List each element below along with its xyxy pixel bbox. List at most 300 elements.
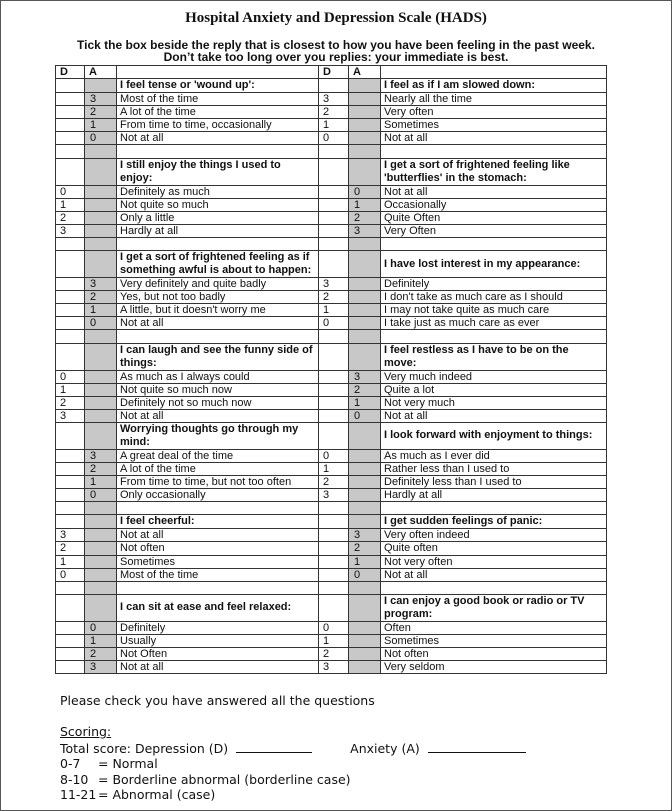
- option-row: [56, 529, 607, 542]
- option-row: [56, 621, 607, 634]
- empty-cell: [349, 330, 381, 343]
- answer-option: Definitely less than I used to: [381, 476, 607, 489]
- anxiety-score-box[interactable]: 1: [349, 198, 381, 211]
- answer-option: Usually: [117, 634, 319, 647]
- empty-cell: [349, 581, 381, 594]
- option-row: [56, 449, 607, 462]
- answer-option: Definitely: [117, 621, 319, 634]
- anxiety-score-box[interactable]: [349, 106, 381, 119]
- answer-option: Not quite so much now: [117, 383, 319, 396]
- empty-cell: [56, 237, 85, 250]
- depression-score-box: [319, 515, 349, 529]
- option-row: [56, 198, 607, 211]
- score-range-label: = Abnormal (case): [98, 787, 216, 802]
- empty-cell: [381, 330, 607, 343]
- answer-option: Rather less than I used to: [381, 462, 607, 475]
- anxiety-score-box[interactable]: 2: [349, 542, 381, 555]
- depression-score-box: [56, 594, 85, 621]
- depression-score-box[interactable]: 3: [319, 661, 349, 674]
- answer-option: Very seldom: [381, 661, 607, 674]
- empty-cell: [319, 502, 349, 515]
- depression-score-box[interactable]: [319, 409, 349, 422]
- depression-score-box[interactable]: [56, 621, 85, 634]
- empty-cell: [85, 581, 117, 594]
- depression-score-box[interactable]: [319, 370, 349, 383]
- depression-score-box: [56, 422, 85, 449]
- table-header-row: [56, 66, 607, 79]
- answer-option: Quite Often: [381, 211, 607, 224]
- answer-option: As much as I ever did: [381, 449, 607, 462]
- answer-option: Not very much: [381, 396, 607, 409]
- anxiety-score-box[interactable]: 1: [349, 396, 381, 409]
- anxiety-score-box[interactable]: 3: [349, 224, 381, 237]
- depression-score-box[interactable]: 0: [319, 317, 349, 330]
- answer-option: From time to time, occasionally: [117, 119, 319, 132]
- hads-table-body: [56, 66, 607, 674]
- answer-option: Not quite so much: [117, 198, 319, 211]
- option-row: [56, 185, 607, 198]
- depression-score-box[interactable]: [56, 304, 85, 317]
- anxiety-score-box[interactable]: [349, 621, 381, 634]
- depression-column-header: D: [319, 66, 349, 79]
- question-text: I can laugh and see the funny side of things:: [117, 343, 319, 370]
- option-row: [56, 93, 607, 106]
- anxiety-score-box[interactable]: 3: [85, 661, 117, 674]
- depression-score-box[interactable]: 2: [319, 106, 349, 119]
- anxiety-score-box[interactable]: [85, 383, 117, 396]
- option-row: [56, 409, 607, 422]
- depression-score-box[interactable]: 3: [56, 224, 85, 237]
- depression-score-box[interactable]: [319, 529, 349, 542]
- anxiety-score-box[interactable]: [349, 449, 381, 462]
- empty-cell: [319, 145, 349, 158]
- anxiety-score-box[interactable]: [349, 634, 381, 647]
- depression-score-box[interactable]: [319, 224, 349, 237]
- depression-score-box[interactable]: [319, 568, 349, 581]
- page-title: Hospital Anxiety and Depression Scale (HADS): [185, 10, 487, 26]
- spacer-row: [56, 145, 607, 158]
- depression-score-box[interactable]: 2: [319, 648, 349, 661]
- depression-score-box: [56, 158, 85, 185]
- option-row: [56, 648, 607, 661]
- answer-option: Not at all: [117, 409, 319, 422]
- option-row: [56, 304, 607, 317]
- answer-option: Very much indeed: [381, 370, 607, 383]
- answer-option: Sometimes: [117, 555, 319, 568]
- depression-score-box: [319, 343, 349, 370]
- answer-option: Most of the time: [117, 568, 319, 581]
- answer-option: Quite a lot: [381, 383, 607, 396]
- answer-option: Not often: [117, 542, 319, 555]
- depression-total-field[interactable]: [236, 740, 312, 753]
- option-row: [56, 224, 607, 237]
- answer-option: Sometimes: [381, 119, 607, 132]
- instruction-line-1: Tick the box beside the reply that is closest to how you have been feeling in the past week.: [77, 38, 595, 52]
- instruction-line-2: Don’t take too long over you replies: your immediate is best.: [163, 50, 509, 64]
- depression-score-box[interactable]: [319, 198, 349, 211]
- empty-cell: [85, 145, 117, 158]
- answer-option: Not at all: [381, 568, 607, 581]
- anxiety-score-box: [85, 343, 117, 370]
- empty-cell: [349, 145, 381, 158]
- answer-option: Not at all: [381, 132, 607, 145]
- depression-score-box[interactable]: 0: [319, 449, 349, 462]
- answer-option: A little, but it doesn't worry me: [117, 304, 319, 317]
- spacer-row: [56, 237, 607, 250]
- depression-score-box[interactable]: 2: [56, 211, 85, 224]
- answer-option: Only a little: [117, 211, 319, 224]
- depression-score-box: [319, 79, 349, 93]
- answer-option: Very often indeed: [381, 529, 607, 542]
- answer-option: Quite often: [381, 542, 607, 555]
- option-row: [56, 211, 607, 224]
- depression-score-box[interactable]: 3: [56, 409, 85, 422]
- score-ranges: [60, 756, 526, 803]
- anxiety-score-box[interactable]: 0: [349, 409, 381, 422]
- answer-option: Very Often: [381, 224, 607, 237]
- question-row: [56, 158, 607, 185]
- answer-option: Not at all: [117, 661, 319, 674]
- answer-option: Definitely as much: [117, 185, 319, 198]
- anxiety-score-box[interactable]: [85, 529, 117, 542]
- answer-option: Only occasionally: [117, 489, 319, 502]
- anxiety-score-box[interactable]: 1: [85, 119, 117, 132]
- anxiety-score-box: [349, 79, 381, 93]
- depression-score-box[interactable]: 1: [56, 555, 85, 568]
- anxiety-score-box[interactable]: [85, 198, 117, 211]
- question-row: [56, 343, 607, 370]
- anxiety-score-box: [349, 422, 381, 449]
- depression-score-box[interactable]: [56, 648, 85, 661]
- anxiety-score-box[interactable]: [85, 555, 117, 568]
- anxiety-score-box[interactable]: [85, 568, 117, 581]
- empty-cell: [85, 502, 117, 515]
- anxiety-score-box[interactable]: 2: [349, 211, 381, 224]
- question-row: [56, 594, 607, 621]
- depression-score-box[interactable]: 0: [56, 185, 85, 198]
- answer-option: Hardly at all: [117, 224, 319, 237]
- answer-option: Not at all: [117, 529, 319, 542]
- empty-cell: [381, 145, 607, 158]
- answer-option: Often: [381, 621, 607, 634]
- depression-score-box[interactable]: [56, 93, 85, 106]
- anxiety-score-box: [349, 594, 381, 621]
- question-text: I feel restless as I have to be on the move:: [381, 343, 607, 370]
- anxiety-score-box[interactable]: [85, 224, 117, 237]
- answer-option: Not at all: [117, 132, 319, 145]
- depression-score-box[interactable]: [319, 542, 349, 555]
- anxiety-column-header: A: [85, 66, 117, 79]
- depression-score-box: [319, 251, 349, 278]
- anxiety-column-header: A: [349, 66, 381, 79]
- score-range-label: = Borderline abnormal (borderline case): [98, 771, 351, 787]
- depression-score-box[interactable]: 0: [56, 370, 85, 383]
- depression-score-box[interactable]: 0: [56, 568, 85, 581]
- anxiety-score-box[interactable]: 0: [85, 489, 117, 502]
- depression-score-box[interactable]: [56, 634, 85, 647]
- depression-score-box[interactable]: [319, 396, 349, 409]
- depression-score-box[interactable]: 3: [319, 278, 349, 291]
- anxiety-score-box[interactable]: [349, 291, 381, 304]
- question-text: I get a sort of frightened feeling as if something awful is about to happen:: [117, 251, 319, 278]
- answer-option: A lot of the time: [117, 462, 319, 475]
- anxiety-score-box: [85, 422, 117, 449]
- question-text: I get sudden feelings of panic:: [381, 515, 607, 529]
- depression-score-box[interactable]: [56, 462, 85, 475]
- scoring-section: [60, 724, 526, 803]
- depression-score-box: [319, 422, 349, 449]
- question-row: [56, 515, 607, 529]
- anxiety-score-box[interactable]: [349, 462, 381, 475]
- answer-option: I take just as much care as ever: [381, 317, 607, 330]
- depression-score-box[interactable]: [56, 106, 85, 119]
- answer-option: Occasionally: [381, 198, 607, 211]
- anxiety-score-box[interactable]: [349, 132, 381, 145]
- option-row: [56, 317, 607, 330]
- anxiety-score-box: [349, 158, 381, 185]
- option-row: [56, 476, 607, 489]
- question-text: I still enjoy the things I used to enjoy:: [117, 158, 319, 185]
- question-text: I feel tense or 'wound up':: [117, 79, 319, 93]
- score-range: 0-7: [60, 756, 81, 771]
- empty-cell: [349, 237, 381, 250]
- depression-score-box: [56, 515, 85, 529]
- answer-option: Very definitely and quite badly: [117, 278, 319, 291]
- depression-score-box[interactable]: 0: [319, 621, 349, 634]
- question-column-header: [381, 66, 607, 79]
- empty-cell: [381, 581, 607, 594]
- answer-option: Very often: [381, 106, 607, 119]
- score-range: 8-10: [60, 771, 89, 787]
- anxiety-score-box: [85, 515, 117, 529]
- empty-cell: [381, 237, 607, 250]
- anxiety-score-box[interactable]: 0: [85, 317, 117, 330]
- depression-score-box[interactable]: 3: [56, 529, 85, 542]
- answer-option: Not Often: [117, 648, 319, 661]
- anxiety-score-box[interactable]: [349, 317, 381, 330]
- answer-option: Hardly at all: [381, 489, 607, 502]
- anxiety-score-box[interactable]: [349, 489, 381, 502]
- total-score-line: [60, 740, 526, 757]
- depression-total-label: Total score: Depression (D): [60, 740, 229, 756]
- depression-score-box[interactable]: [56, 476, 85, 489]
- empty-cell: [319, 237, 349, 250]
- anxiety-score-box[interactable]: 0: [349, 185, 381, 198]
- anxiety-score-box[interactable]: [349, 278, 381, 291]
- option-row: [56, 132, 607, 145]
- spacer-row: [56, 330, 607, 343]
- empty-cell: [319, 581, 349, 594]
- empty-cell: [117, 581, 319, 594]
- anxiety-score-box: [85, 79, 117, 93]
- anxiety-score-box[interactable]: [349, 304, 381, 317]
- anxiety-score-box[interactable]: 0: [85, 621, 117, 634]
- anxiety-score-box[interactable]: 2: [85, 462, 117, 475]
- scoring-heading: Scoring:: [60, 724, 112, 739]
- question-text: I have lost interest in my appearance:: [381, 251, 607, 278]
- empty-cell: [85, 237, 117, 250]
- anxiety-score-box[interactable]: [349, 119, 381, 132]
- empty-cell: [56, 145, 85, 158]
- anxiety-score-box[interactable]: 3: [349, 370, 381, 383]
- question-text: I feel cheerful:: [117, 515, 319, 529]
- anxiety-score-box[interactable]: [85, 211, 117, 224]
- empty-cell: [117, 502, 319, 515]
- anxiety-total-label: Anxiety (A): [350, 740, 420, 756]
- depression-score-box[interactable]: 1: [319, 304, 349, 317]
- anxiety-score-box[interactable]: 2: [85, 106, 117, 119]
- answer-option: Not often: [381, 648, 607, 661]
- anxiety-score-box[interactable]: [85, 396, 117, 409]
- depression-score-box: [56, 343, 85, 370]
- option-row: [56, 489, 607, 502]
- anxiety-score-box[interactable]: [349, 648, 381, 661]
- depression-score-box[interactable]: 3: [319, 489, 349, 502]
- question-row: [56, 79, 607, 93]
- depression-score-box[interactable]: 2: [319, 291, 349, 304]
- depression-score-box[interactable]: 0: [319, 132, 349, 145]
- anxiety-score-box[interactable]: [85, 409, 117, 422]
- anxiety-score-box[interactable]: [349, 476, 381, 489]
- anxiety-score-box[interactable]: [349, 93, 381, 106]
- depression-score-box: [56, 251, 85, 278]
- depression-score-box[interactable]: [319, 185, 349, 198]
- depression-score-box[interactable]: [56, 291, 85, 304]
- depression-score-box: [319, 594, 349, 621]
- anxiety-score-box[interactable]: 3: [85, 93, 117, 106]
- answer-option: Definitely not so much now: [117, 396, 319, 409]
- question-column-header: [117, 66, 319, 79]
- anxiety-score-box: [85, 594, 117, 621]
- anxiety-score-box[interactable]: 1: [85, 634, 117, 647]
- option-row: [56, 291, 607, 304]
- anxiety-score-box[interactable]: [349, 661, 381, 674]
- depression-score-box[interactable]: [56, 278, 85, 291]
- anxiety-score-box[interactable]: 3: [349, 529, 381, 542]
- score-range-row: [60, 772, 526, 788]
- score-range: 11-21: [60, 787, 97, 802]
- depression-score-box: [319, 158, 349, 185]
- empty-cell: [349, 502, 381, 515]
- score-range-row: [60, 756, 526, 772]
- anxiety-score-box[interactable]: 3: [85, 449, 117, 462]
- question-text: Worrying thoughts go through my mind:: [117, 422, 319, 449]
- anxiety-score-box[interactable]: 1: [85, 304, 117, 317]
- empty-cell: [56, 581, 85, 594]
- anxiety-score-box[interactable]: 2: [85, 648, 117, 661]
- anxiety-score-box: [85, 251, 117, 278]
- depression-score-box[interactable]: 2: [56, 542, 85, 555]
- empty-cell: [319, 330, 349, 343]
- depression-score-box[interactable]: [319, 211, 349, 224]
- question-text: I look forward with enjoyment to things:: [381, 422, 607, 449]
- answer-option: From time to time, but not too often: [117, 476, 319, 489]
- question-text: I can enjoy a good book or radio or TV program:: [381, 594, 607, 621]
- option-row: [56, 370, 607, 383]
- depression-score-box[interactable]: 2: [56, 396, 85, 409]
- depression-score-box[interactable]: 1: [56, 383, 85, 396]
- depression-score-box[interactable]: 1: [319, 462, 349, 475]
- empty-cell: [85, 330, 117, 343]
- option-row: [56, 106, 607, 119]
- anxiety-score-box: [85, 158, 117, 185]
- hads-table: [55, 65, 607, 674]
- empty-cell: [117, 145, 319, 158]
- depression-score-box[interactable]: [56, 119, 85, 132]
- anxiety-score-box[interactable]: [85, 370, 117, 383]
- depression-score-box[interactable]: 1: [56, 198, 85, 211]
- answer-option: A lot of the time: [117, 106, 319, 119]
- answer-option: Not very often: [381, 555, 607, 568]
- depression-score-box[interactable]: 3: [319, 93, 349, 106]
- answer-option: I may not take quite as much care: [381, 304, 607, 317]
- anxiety-score-box: [349, 343, 381, 370]
- option-row: [56, 462, 607, 475]
- anxiety-score-box[interactable]: [85, 542, 117, 555]
- option-row: [56, 542, 607, 555]
- depression-score-box[interactable]: [56, 449, 85, 462]
- question-text: I feel as if I am slowed down:: [381, 79, 607, 93]
- depression-score-box[interactable]: 2: [319, 476, 349, 489]
- depression-score-box[interactable]: 1: [319, 119, 349, 132]
- anxiety-score-box[interactable]: 0: [85, 132, 117, 145]
- question-text: I can sit at ease and feel relaxed:: [117, 594, 319, 621]
- depression-score-box[interactable]: [319, 383, 349, 396]
- option-row: [56, 555, 607, 568]
- answer-option: Most of the time: [117, 93, 319, 106]
- option-row: [56, 634, 607, 647]
- anxiety-score-box[interactable]: 1: [85, 476, 117, 489]
- answer-option: I don't take as much care as I should: [381, 291, 607, 304]
- empty-cell: [117, 237, 319, 250]
- option-row: [56, 278, 607, 291]
- anxiety-score-box[interactable]: 2: [349, 383, 381, 396]
- depression-score-box[interactable]: [56, 489, 85, 502]
- empty-cell: [56, 502, 85, 515]
- answer-option: Not at all: [117, 317, 319, 330]
- depression-score-box[interactable]: [56, 661, 85, 674]
- answer-option: A great deal of the time: [117, 449, 319, 462]
- anxiety-score-box: [349, 515, 381, 529]
- anxiety-score-box[interactable]: 1: [349, 555, 381, 568]
- score-range-row: [60, 787, 526, 803]
- option-row: [56, 383, 607, 396]
- anxiety-score-box[interactable]: 3: [85, 278, 117, 291]
- depression-score-box[interactable]: [56, 317, 85, 330]
- score-range-label: = Normal: [98, 756, 158, 771]
- depression-column-header: D: [56, 66, 85, 79]
- question-row: [56, 422, 607, 449]
- answer-option: As much as I always could: [117, 370, 319, 383]
- anxiety-total-field[interactable]: [428, 740, 526, 753]
- anxiety-score-box: [349, 251, 381, 278]
- anxiety-score-box[interactable]: [85, 185, 117, 198]
- anxiety-score-box[interactable]: 0: [349, 568, 381, 581]
- spacer-row: [56, 502, 607, 515]
- depression-score-box[interactable]: 1: [319, 634, 349, 647]
- answer-option: Sometimes: [381, 634, 607, 647]
- option-row: [56, 119, 607, 132]
- anxiety-score-box[interactable]: 2: [85, 291, 117, 304]
- option-row: [56, 661, 607, 674]
- empty-cell: [117, 330, 319, 343]
- depression-score-box[interactable]: [56, 132, 85, 145]
- answer-option: Nearly all the time: [381, 93, 607, 106]
- answer-option: Not at all: [381, 409, 607, 422]
- empty-cell: [56, 330, 85, 343]
- depression-score-box[interactable]: [319, 555, 349, 568]
- empty-cell: [381, 502, 607, 515]
